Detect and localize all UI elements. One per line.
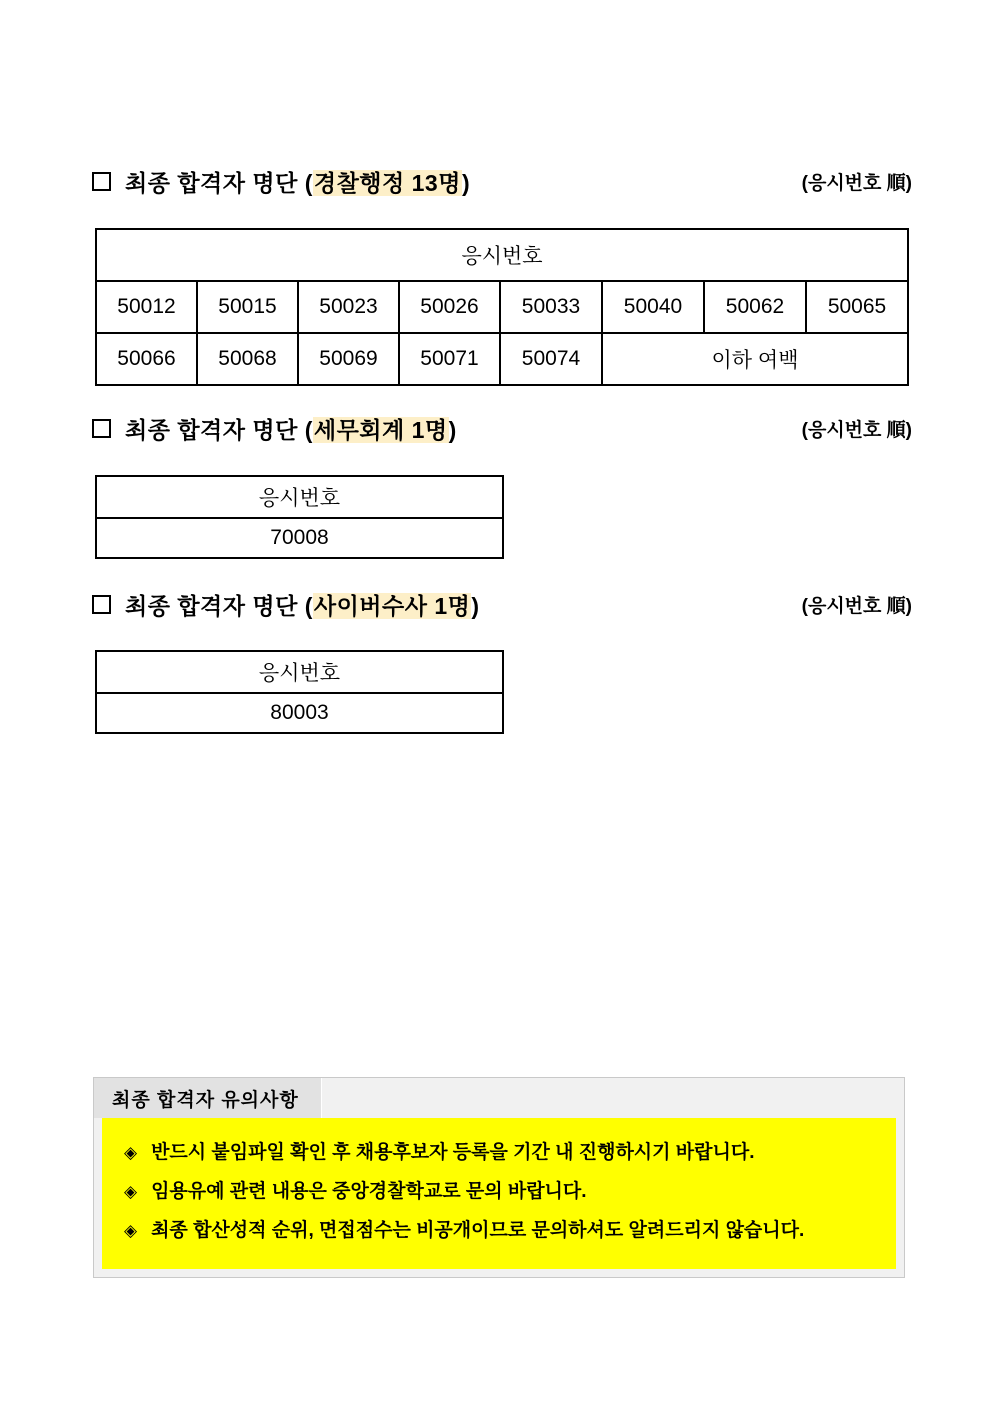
section-title-highlight: 사이버수사 1명 (313, 593, 471, 619)
table-row (96, 693, 503, 733)
table-police-admin-numbers (95, 228, 909, 386)
section-title-police-admin (125, 165, 470, 198)
notice-item (102, 1134, 896, 1173)
section-note-tax-accounting: (응시번호 順) (801, 420, 912, 441)
section-note-cyber-investigation: (응시번호 順) (801, 596, 912, 617)
exam-number-cell: 80003 (96, 693, 503, 733)
exam-number-cell: 50071 (399, 333, 500, 385)
exam-number-cell: 50033 (500, 281, 602, 333)
exam-number-cell: 50066 (96, 333, 197, 385)
section-title-cyber-investigation (125, 588, 480, 621)
exam-number-cell: 50069 (298, 333, 399, 385)
notice-title-bar (94, 1078, 904, 1118)
notice-body (102, 1118, 896, 1269)
table-header-row (96, 651, 503, 693)
checkbox-icon (92, 419, 111, 438)
table-row (96, 518, 503, 558)
table-row (96, 281, 908, 333)
section-heading-cyber-investigation (92, 588, 912, 621)
exam-number-cell: 70008 (96, 518, 503, 558)
table-cyber-investigation-numbers (95, 650, 504, 734)
section-title-prefix: 최종 합격자 명단 ( (125, 170, 313, 196)
column-header-exam-number: 응시번호 (96, 651, 503, 693)
exam-number-cell: 50074 (500, 333, 602, 385)
table-header-row (96, 229, 908, 281)
exam-number-cell: 50015 (197, 281, 298, 333)
section-title-prefix: 최종 합격자 명단 ( (125, 417, 313, 443)
exam-number-cell: 50068 (197, 333, 298, 385)
notice-box (93, 1077, 905, 1278)
checkbox-icon (92, 172, 111, 191)
notice-item (102, 1173, 896, 1212)
section-title-tax-accounting (125, 412, 457, 445)
section-title-highlight: 세무회계 1명 (313, 417, 448, 443)
column-header-exam-number: 응시번호 (96, 476, 503, 518)
diamond-bullet-icon: ◈ (124, 1143, 138, 1162)
table-tax-accounting-numbers (95, 475, 504, 559)
table-header-row (96, 476, 503, 518)
notice-title: 최종 합격자 유의사항 (94, 1078, 322, 1118)
section-heading-tax-accounting (92, 412, 912, 445)
section-note-police-admin: (응시번호 順) (801, 173, 912, 194)
table-row (96, 333, 908, 385)
column-header-exam-number: 응시번호 (96, 229, 908, 281)
exam-number-cell: 50062 (704, 281, 806, 333)
exam-number-cell: 50023 (298, 281, 399, 333)
notice-item-text: 최종 합산성적 순위, 면접점수는 비공개이므로 문의하셔도 알려드리지 않습니다. (151, 1219, 805, 1241)
notice-item (102, 1212, 896, 1251)
checkbox-icon (92, 595, 111, 614)
diamond-bullet-icon: ◈ (124, 1220, 138, 1240)
exam-number-cell: 50065 (806, 281, 908, 333)
exam-number-cell: 50040 (602, 281, 704, 333)
notice-item-text: 반드시 붙임파일 확인 후 채용후보자 등록을 기간 내 진행하시기 바랍니다. (151, 1142, 755, 1163)
section-heading-police-admin (92, 165, 912, 198)
exam-number-cell: 50012 (96, 281, 197, 333)
section-title-suffix: ) (461, 170, 471, 196)
notice-item-text: 임용유예 관련 내용은 중앙경찰학교로 문의 바랍니다. (151, 1180, 587, 1202)
section-title-prefix: 최종 합격자 명단 ( (125, 593, 313, 619)
section-title-suffix: ) (471, 593, 480, 619)
diamond-bullet-icon: ◈ (124, 1181, 138, 1201)
exam-number-cell: 50026 (399, 281, 500, 333)
section-title-highlight: 경찰행정 13명 (313, 170, 461, 196)
section-title-suffix: ) (448, 417, 457, 443)
blank-remainder-cell: 이하 여백 (602, 333, 908, 385)
